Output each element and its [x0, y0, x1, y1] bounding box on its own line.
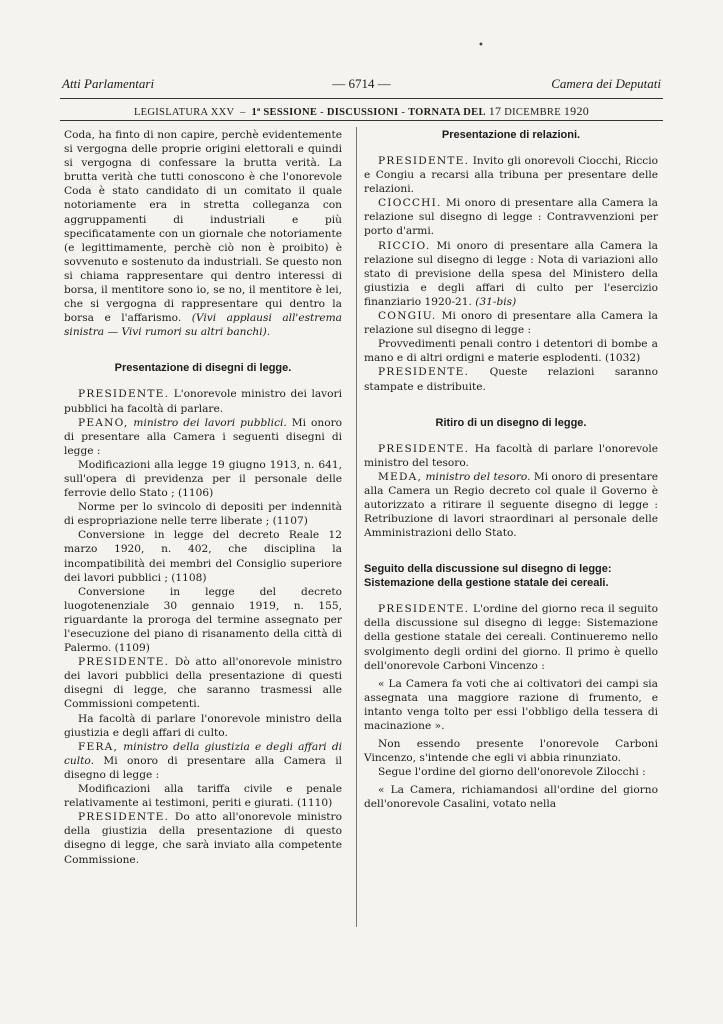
list-item: Provvedimenti penali contro i detentori di bombe a mano e di altri ordigni e materie esplodenti. (1032): [364, 338, 658, 365]
speaker-name: PEANO,: [78, 416, 129, 429]
speech-text: Mi onoro di presentare alla Camera la relazione sul disegno di legge : Nota di variazioni allo stato di previsione della spesa del Ministero della giustizia e degli affari di culto per l'esercizio finanziario 1920-21.: [364, 239, 658, 308]
tornata: TORNATA DEL: [408, 107, 486, 118]
list-item: Modificazioni alla legge 19 giugno 1913, n. 641, sull'opera di previdenza per il personale delle ferrovie dello Stato ; (1106): [64, 458, 342, 500]
paragraph-zilocchi: Segue l'ordine del giorno dell'onorevole Zilocchi :: [378, 766, 646, 779]
paragraph-presidente-r3: [364, 442, 658, 470]
stray-mark: •: [478, 40, 484, 51]
paragraph-riccio: [364, 239, 658, 309]
paragraph-presidente-r1: [364, 154, 658, 196]
speaker-name: PRESIDENTE.: [378, 442, 470, 455]
page-header: [62, 76, 661, 96]
list-item: Modificazioni alla tariffa civile e penale relativamente ai testimoni, periti e giurati. (1110): [64, 783, 342, 810]
list-item: Conversione in legge del decreto Reale 12 marzo 1920, n. 402, che disciplina la incompatibilità dei membri del Consiglio superiore dei lavori pubblici ; (1108): [64, 529, 342, 584]
header-left: Atti Parlamentari: [62, 76, 155, 91]
speech-text: Mi onoro di presentare alla Camera il disegno di legge :: [64, 754, 343, 781]
intro-text: Coda, ha finto di non capire, perchè evidentemente si vergogna delle proprie origini elettorali e quindi si vergogna di confessare la brutta verità. La brutta verità che tutti conoscono è che l'onorevole Coda è stato candidato di un comitato il quale notoriamente era in stretta colleganza con aggruppamenti di industriali e più specificatamente con un giornale che notoriamente (e legittimamente, perchè ciò non è proibito) è sovvenuto e sostenuto da industriali. Se questo non si chiama rappresentare qui dentro interessi di borsa, il mentitore sono io, se no, il mentitore è lei, che si vergogna di rappresentare qui dentro la borsa e l'affarismo.: [64, 129, 342, 325]
paragraph-peano: [64, 416, 342, 458]
paragraph-presidente-4: [64, 810, 342, 866]
session: 1ª SESSIONE: [251, 107, 318, 118]
intro-paragraph: [64, 128, 342, 339]
paragraph-presidente-r4: [364, 602, 658, 672]
paragraph-meda: [364, 470, 658, 540]
speaker-name: PRESIDENTE.: [78, 811, 170, 824]
speech-text: Queste relazioni saranno stampate e distribuite.: [364, 366, 658, 393]
speaker-name: CONGIU.: [378, 310, 437, 323]
left-column: [64, 128, 342, 867]
paragraph-fera: [64, 740, 342, 782]
header-rule-top: [60, 98, 663, 99]
paragraph-ciocchi: [364, 196, 658, 238]
speech-text: Do atto all'onorevole ministro della giustizia della presentazione di questo disegno di legge, che sarà inviato alla competente Commissione.: [64, 811, 342, 866]
list-item: Norme per lo svincolo di depositi per indennità di espropriazione nelle terre liberate ; (1107): [64, 501, 342, 528]
right-column: [364, 128, 658, 812]
speech-text: Mi onoro di presentare alla Camera la relazione sul disegno di legge : Contravvenzioni per porto d'armi.: [364, 197, 658, 238]
paragraph-carboni: Non essendo presente l'onorevole Carboni Vincenzo, s'intende che egli vi abbia rinunziato.: [364, 738, 658, 765]
speaker-name: PRESIDENTE.: [378, 155, 470, 167]
section-heading-ritiro: Ritiro di un disegno di legge.: [435, 416, 587, 429]
speaker-name: FERA,: [78, 740, 119, 753]
speaker-name: PRESIDENTE.: [78, 388, 170, 401]
speech-text: Mi onoro di presentare alla Camera la relazione sul disegno di legge :: [364, 310, 658, 337]
speech-text: Mi onoro di presentare alla Camera i seguenti disegni di legge :: [64, 416, 343, 457]
speaker-role: ministro dei lavori pubblici.: [133, 416, 287, 429]
paragraph-presidente-r2: [364, 365, 658, 393]
speaker-name: RICCIO.: [378, 239, 431, 252]
paragraph-presidente-3: Ha facoltà di parlare l'onorevole ministro della giustizia e degli affari di culto.: [64, 712, 342, 739]
speech-text: Dò atto all'onorevole ministro dei lavori pubblici della presentazione di questi disegni di legge, che saranno trasmessi alle Commissioni competenti.: [64, 656, 342, 711]
list-item: Conversione in legge del decreto luogotenenziale 30 gennaio 1919, n. 155, riguardante la proroga del termine assegnato per l'esecuzione del piano di risanamento della città di Palermo. (1109): [64, 585, 342, 655]
speaker-name: CIOCCHI.: [378, 197, 442, 210]
paragraph-presidente-2: [64, 655, 342, 711]
column-separator: [356, 127, 357, 927]
legislature-line: LEGISLATURA XXV – 1ª SESSIONE - DISCUSSIONI - TORNATA DEL 17 DICEMBRE 1920: [133, 104, 590, 118]
speech-text: Mi onoro di presentare alla Camera un Regio decreto col quale il Governo è autorizzato a ritirare il seguente disegno di legge : Retribuzione di lavori straordinari al personale delle Amministrazioni dello Stato.: [364, 470, 658, 540]
paragraph-congiu: [364, 309, 658, 337]
section-heading-disegni: Presentazione di disegni di legge.: [114, 362, 292, 375]
date-day: 17: [488, 104, 502, 118]
discussioni: DISCUSSIONI: [326, 107, 399, 118]
date-year: 1920: [563, 104, 590, 118]
page-number: — 6714 —: [332, 76, 391, 91]
speech-text: Ha facoltà di parlare l'onorevole ministro del tesoro.: [364, 442, 658, 469]
speaker-name: MEDA,: [378, 470, 423, 483]
speaker-role: ministro del tesoro.: [425, 470, 531, 483]
quote-zilocchi: « La Camera, richiamandosi all'ordine del giorno dell'onorevole Casalini, votato nella: [364, 784, 658, 811]
speech-text: L'ordine del giorno reca il seguito della discussione sul disegno di legge: Sistemazione della gestione statale dei cereali. Continueremo nello svolgimento degli ordini del giorno. Il primo è quello dell'onorevole Carboni Vincenzo :: [364, 603, 658, 672]
applause-note: (Vivi applausi all'estrema sinistra — Vivi rumori su altri banchi).: [64, 312, 342, 339]
speaker-name: PRESIDENTE.: [378, 603, 470, 616]
section-heading-relazioni: Presentazione di relazioni.: [441, 129, 581, 141]
section-heading-seguito: Seguito della discussione sul disegno di legge: Sistemazione della gestione statale dei cereali.: [364, 563, 612, 590]
document-ref: (31-bis): [475, 295, 517, 308]
header-right: Camera dei Deputati: [551, 76, 661, 91]
date-month: DICEMBRE: [504, 107, 561, 118]
header-rule-bottom: [60, 120, 663, 121]
speech-text: Invito gli onorevoli Ciocchi, Riccio e Congiu a recarsi alla tribuna per presentare delle relazioni.: [364, 155, 658, 196]
paragraph-presidente-1: [64, 387, 342, 415]
speech-text: L'onorevole ministro dei lavori pubblici ha facoltà di parlare.: [64, 388, 342, 415]
quote-carboni: « La Camera fa voti che ai coltivatori dei campi sia assegnata una maggiore razione di frumento, e intanto venga tolto per essi l'obbligo della tessera di macinazione ».: [364, 677, 658, 732]
speaker-name: PRESIDENTE.: [378, 366, 470, 379]
speaker-name: PRESIDENTE.: [78, 656, 170, 669]
legislature-number: LEGISLATURA XXV: [133, 107, 235, 118]
speaker-role: ministro della giustizia e degli affari di culto.: [64, 740, 343, 767]
